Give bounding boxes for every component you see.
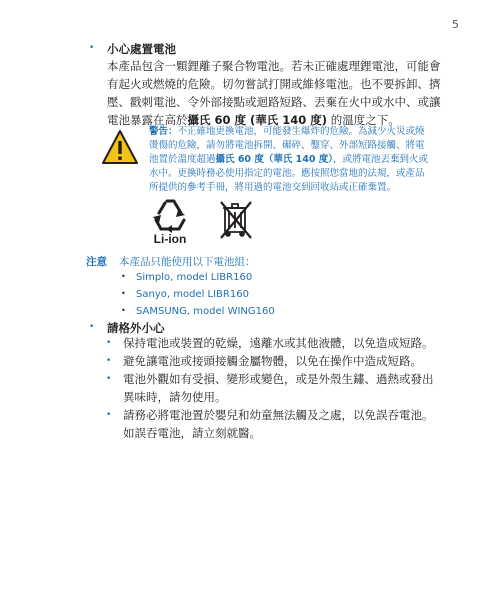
list-bullet: • (106, 338, 112, 348)
section-title-extra-care: 請格外小心 (107, 321, 165, 335)
page-number: 5 (452, 18, 459, 31)
list-item (123, 370, 453, 406)
paragraph-line: 本產品包含一顆鋰離子聚合物電池。若未正確處理鋰電池，可能會 (107, 59, 441, 73)
paragraph-line: 有起火或燃燒的危險。切勿嘗試打開或維修電池。也不要拆卸、擠 (107, 77, 441, 91)
list-item-line: 請務必將電池置於嬰兒和幼童無法觸及之處，以免誤吞電池。 (123, 408, 434, 422)
note-label: 注意 (86, 256, 107, 268)
note-text: 本產品只能使用以下電池組： (119, 256, 256, 268)
model-bullet: • (121, 306, 126, 315)
paragraph-line: 壓、戳刺電池、令外部接點或迴路短路、丟棄在火中或水中、或讓 (107, 95, 441, 109)
list-item (123, 334, 453, 352)
list-item-line: 異味時，請勿使用。 (123, 390, 227, 404)
list-bullet: • (106, 356, 112, 366)
crossed-out-bin-icon (218, 198, 254, 242)
recycle-li-ion-icon (148, 198, 192, 248)
list-bullet: • (106, 410, 112, 420)
warning-line: 警告：不正確地更換電池，可能發生爆炸的危險。為減少火災或燒 (149, 126, 425, 137)
list-item (123, 352, 453, 370)
warning-line: 水中。更換時務必使用指定的電池。應按照您當地的法規，或產品 (149, 168, 425, 179)
list-item-line: 如誤吞電池，請立刻就醫。 (123, 426, 261, 440)
section-title-battery-handling: 小心處置電池 (107, 42, 176, 56)
battery-model-item: SAMSUNG, model WING160 (136, 306, 275, 317)
warning-triangle-icon (102, 130, 138, 166)
list-bullet: • (106, 374, 112, 384)
battery-handling-paragraph (107, 57, 457, 129)
paragraph-line: 電池暴露在高於攝氏 60 度 (華氏 140 度) 的溫度之下。 (107, 113, 400, 127)
warning-line: 燙傷的危險，請勿將電池拆開、碾碎、鑿穿、外部短路接觸、將電 (149, 140, 425, 151)
warning-line: 池置於溫度超過攝氏 60 度（華氏 140 度），或將電池丟棄到火或 (149, 154, 429, 165)
section-bullet: • (89, 322, 95, 332)
section-bullet: • (89, 43, 95, 53)
list-item-line: 避免讓電池或接頭接觸金屬物體，以免在操作中造成短路。 (123, 354, 422, 368)
model-bullet: • (121, 289, 126, 298)
battery-model-item: Sanyo, model LIBR160 (136, 289, 249, 300)
warning-text-block (149, 125, 449, 195)
list-item-line: 保持電池或裝置的乾燥，遠離水或其他液體，以免造成短路。 (123, 336, 434, 350)
li-ion-label: Li-ion (153, 232, 187, 246)
list-item-line: 電池外觀如有受損、變形或變色，或是外殼生鏽、過熱或發出 (123, 372, 434, 386)
warning-line: 所提供的參考手冊，將用過的電池交到回收站或正確棄置。 (149, 182, 397, 193)
battery-model-item: Simplo, model LIBR160 (136, 272, 253, 283)
model-bullet: • (121, 272, 126, 281)
list-item (123, 406, 453, 442)
